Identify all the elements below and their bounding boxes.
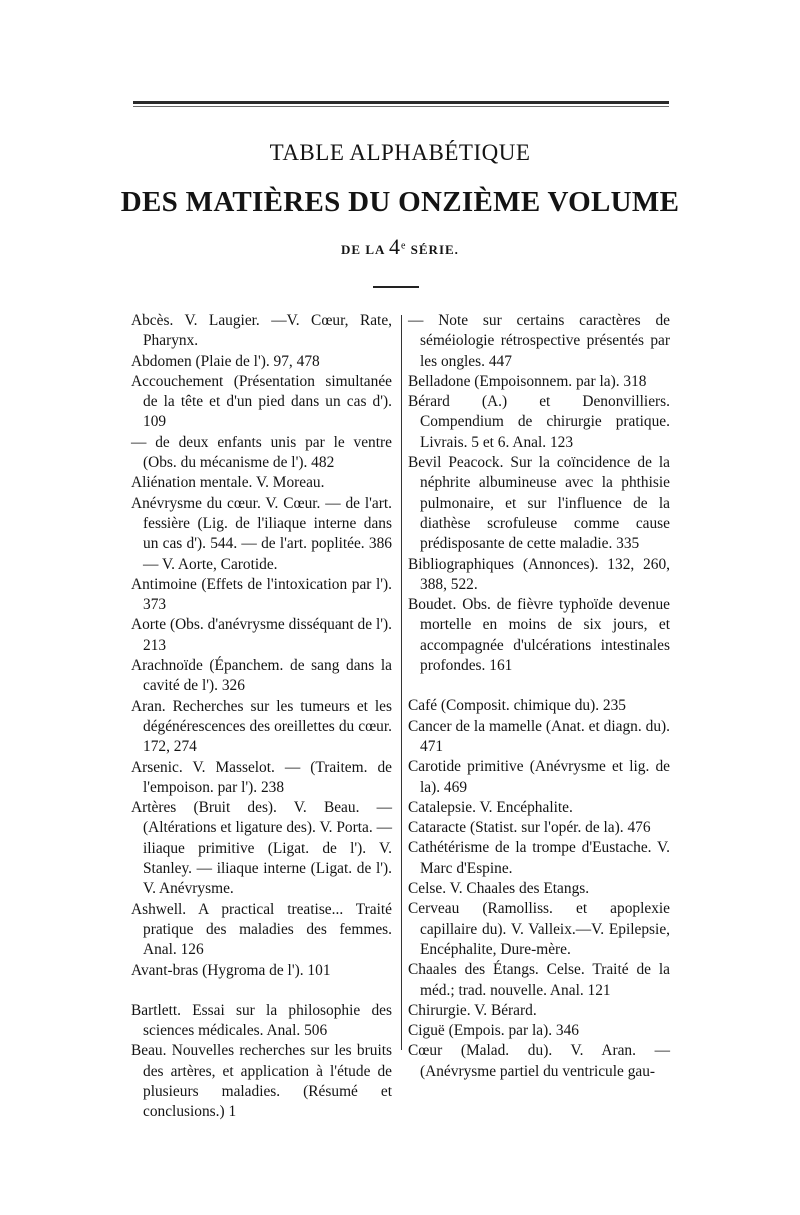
index-entry: Aliénation mentale. V. Moreau. (131, 474, 325, 492)
separator-rule (373, 286, 419, 288)
index-entry: Arachnoïde (Épanchem. de sang dans la cavité de l'). 326 (131, 657, 392, 695)
index-entry: Anévrysme du cœur. V. Cœur. — de l'art. fessière (Lig. de l'iliaque interne dans un cas d'). 544. — de l'art. poplitée. 386 — V. Aorte, Carotide. (131, 494, 392, 573)
index-entry: Cathétérisme de la trompe d'Eustache. V. Marc d'Espine. (408, 839, 670, 877)
index-entry: Cerveau (Ramolliss. et apoplexie capillaire du). V. Valleix.—V. Epilepsie, Encéphalite, Dure-mère. (408, 900, 670, 958)
index-entry: Bartlett. Essai sur la philosophie des sciences médicales. Anal. 506 (131, 1001, 392, 1040)
index-entry: Boudet. Obs. de fièvre typhoïde devenue mortelle en moins de six jours, et accompagnée d'ulcérations intestinales profondes. 161 (408, 596, 670, 675)
index-entry: Catalepsie. V. Encéphalite. (408, 798, 573, 816)
top-rule (133, 101, 669, 104)
title-line-3-number: 4 (388, 234, 401, 259)
index-entry: Aorte (Obs. d'anévrysme disséquant de l'). 213 (131, 616, 392, 654)
index-entry: Abcès. V. Laugier. —V. Cœur, Rate, Pharynx. (131, 312, 392, 350)
index-entry: Cœur (Malad. du). V. Aran. — (Anévrysme partiel du ventricule gau- (408, 1042, 670, 1080)
index-entry: Cancer de la mamelle (Anat. et diagn. du). 471 (408, 717, 670, 755)
title-line-3-suffix: SÉRIE. (410, 242, 459, 257)
index-entry: Celse. V. Chaales des Etangs. (408, 880, 590, 898)
index-entry: Beau. Nouvelles recherches sur les bruits des artères, et application à l'étude de plusieurs maladies. (Résumé et conclusions.) 1 (131, 1042, 392, 1121)
right-column (408, 311, 670, 1082)
title-line-3-sup: e (400, 240, 407, 252)
index-entry: Cataracte (Statist. sur l'opér. de la). 476 (408, 819, 651, 837)
index-entry: Carotide primitive (Anévrysme et lig. de la). 469 (408, 758, 670, 796)
index-entry: — de deux enfants unis par le ventre (Obs. du mécanisme de l'). 482 (131, 433, 392, 472)
index-entry: Accouchement (Présentation simultanée de la tête et d'un pied dans un cas d'). 109 (131, 372, 392, 431)
index-entry: Belladone (Empoisonnem. par la). 318 (408, 372, 647, 390)
index-entry: Ciguë (Empois. par la). 346 (408, 1022, 579, 1040)
index-entry: Artères (Bruit des). V. Beau. — (Altérations et ligature des). V. Porta. — iliaque primitive (Ligat. de l'). V. Stanley. — iliaque interne (Ligat. de l'). V. Anévrysme. (131, 799, 392, 898)
title-line-1: TABLE ALPHABÉTIQUE (269, 140, 531, 165)
index-entry: Arsenic. V. Masselot. — (Traitem. de l'empoison. par l'). 238 (131, 758, 392, 796)
index-entry: — Note sur certains caractères de séméiologie rétrospective présentés par les ongles. 447 (408, 312, 670, 370)
index-entry: Bevil Peacock. Sur la coïncidence de la néphrite albumineuse avec la phthisie pulmonaire, et sur l'influence de la diathèse scrofuleuse comme cause prédisposante de cette maladie. 335 (408, 454, 670, 553)
title-line-3 (0, 234, 800, 260)
index-entry: Bibliographiques (Annonces). 132, 260, 388, 522. (408, 555, 670, 593)
index-entry: Antimoine (Effets de l'intoxication par l'). 373 (131, 575, 392, 614)
index-entry: Chaales des Étangs. Celse. Traité de la méd.; trad. nouvelle. Anal. 121 (408, 961, 670, 999)
index-entry: Café (Composit. chimique du). 235 (408, 697, 627, 715)
index-entry: Ashwell. A practical treatise... Traité pratique des maladies des femmes. Anal. 126 (131, 900, 392, 959)
title-line-3-prefix: DE LA (341, 242, 385, 257)
index-entry: Chirurgie. V. Bérard. (408, 1001, 537, 1019)
index-entry: Abdomen (Plaie de l'). 97, 478 (131, 352, 320, 370)
index-entry: Aran. Recherches sur les tumeurs et les dégénérescences des oreillettes du cœur. 172, 274 (131, 697, 392, 756)
column-divider (401, 315, 402, 1050)
index-entry: Bérard (A.) et Denonvilliers. Compendium de chirurgie pratique. Livrais. 5 et 6. Anal. 123 (408, 393, 670, 451)
top-rule-thin (133, 106, 669, 107)
left-column (131, 311, 392, 1123)
index-entry: Avant-bras (Hygroma de l'). 101 (131, 961, 331, 979)
title-line-2: DES MATIÈRES DU ONZIÈME VOLUME (120, 186, 680, 218)
